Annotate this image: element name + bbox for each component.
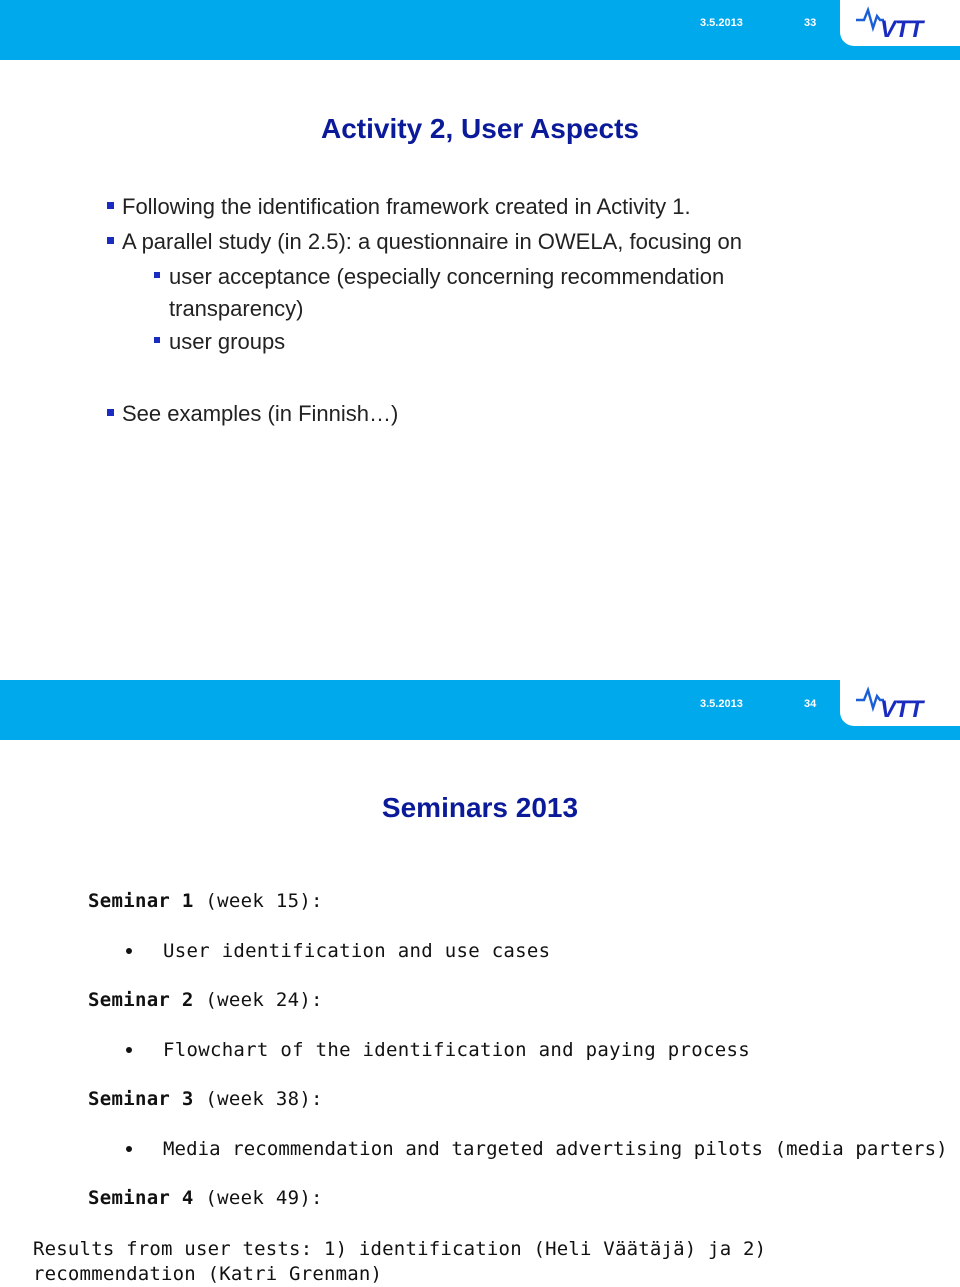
seminar-name: Seminar 4 [88, 1187, 194, 1209]
sub-bullet-icon [154, 337, 160, 343]
slide-title: Activity 2, User Aspects [321, 113, 639, 144]
svg-text:VTT: VTT [880, 16, 923, 40]
seminar-heading [88, 989, 323, 1011]
seminar-name: Seminar 1 [88, 890, 194, 912]
slide-date: 3.5.2013 [700, 698, 743, 710]
seminar-week: (week 24): [205, 989, 323, 1011]
sub-bullet-icon [154, 272, 160, 278]
slide-header [0, 680, 960, 740]
slide-header [0, 0, 960, 60]
vtt-logo [840, 0, 960, 46]
seminar-heading [88, 1187, 323, 1209]
seminar-name: Seminar 3 [88, 1088, 194, 1110]
seminar-item: Flowchart of the identification and paying process [163, 1039, 750, 1061]
seminar-week: (week 15): [205, 890, 323, 912]
vtt-logo-icon [854, 686, 948, 720]
bullet-icon [107, 409, 114, 416]
vtt-logo [840, 680, 960, 726]
seminar-name: Seminar 2 [88, 989, 194, 1011]
bullet-icon [107, 202, 114, 209]
bullet-dot-icon [126, 948, 132, 954]
sub-bullet-text: user groups [169, 329, 286, 354]
bullet-dot-icon [126, 1047, 132, 1053]
seminar-item: User identification and use cases [163, 940, 551, 962]
slide-date: 3.5.2013 [700, 17, 743, 29]
bullet-text: Following the identification framework created in Activity 1. [122, 194, 691, 219]
sub-bullet-text: user acceptance (especially concerning recommendation transparency) [169, 264, 725, 321]
seminar-heading [88, 890, 323, 912]
bullet-icon [107, 237, 114, 244]
page-number: 34 [804, 698, 817, 710]
bullet-text: See examples (in Finnish…) [122, 401, 399, 426]
svg-text:VTT: VTT [880, 696, 923, 720]
seminar-item: Results from user tests: 1) identification (Heli Väätäjä) ja 2) recommendation (Katri Grenman) [33, 1238, 767, 1285]
vtt-logo-icon [854, 6, 948, 40]
seminar-heading [88, 1088, 323, 1110]
seminar-week: (week 38): [205, 1088, 323, 1110]
slide-title: Seminars 2013 [381, 792, 579, 823]
page-number: 33 [804, 17, 817, 29]
bullet-dot-icon [126, 1146, 132, 1152]
slide-34 [0, 680, 960, 1286]
seminar-item: Media recommendation and targeted advertising pilots (media parters) [163, 1138, 948, 1160]
seminar-week: (week 49): [205, 1187, 323, 1209]
bullet-text: A parallel study (in 2.5): a questionnaire in OWELA, focusing on [122, 229, 743, 254]
